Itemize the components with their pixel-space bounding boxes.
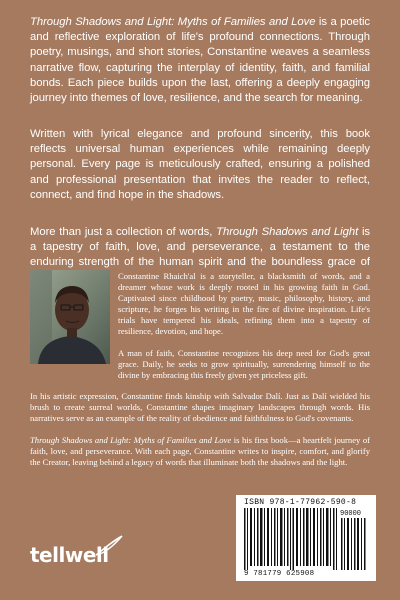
book-title: Through Shadows and Light [216, 226, 359, 238]
publisher-logo [30, 535, 130, 573]
blurb-paragraph-2: Written with lyrical elegance and profound sincerity, this book reflects universal human experiences while remaining deeply personal. Every page is meticulously crafted, ensuring a polished and professional presentation that invites the reader to reflect, connect, and find hope in the shadows. [30, 128, 370, 201]
book-title: Through Shadows and Light: Myths of Families and Love [30, 435, 232, 445]
blurb-text: More than just a collection of words, [30, 226, 217, 238]
blurb-text: is a tapestry of faith, love, and perseverance, a testament to the enduring strength of the human spirit and the boundless grace of [30, 226, 371, 269]
blurb-paragraph-1 [30, 15, 370, 106]
quill-icon [94, 535, 124, 557]
author-bio-paragraph-1: Constantine Rhaich'al is a storyteller, a blacksmith of words, and a dreamer whose work is deeply rooted in his growing faith in God. Captivated since childhood by poetry, music, philosophy, history, and scripture, he forges his writing in the fire of divine inspiration. Life's trials have tempered his ideals, refining them into a tapestry of resilience, devotion, and hope. [118, 271, 370, 336]
author-bio-paragraph-3: In his artistic expression, Constantine finds kinship with Salvador Dalí. Just as Dalí wielded his brush to create surreal worlds, Constantine shapes imaginary landscapes through words. His narratives serve as an example of the reality of obedience and faithfulness to God's covenants. [30, 391, 370, 423]
isbn-number: ISBN 978-1-77962-590-8 [244, 498, 357, 507]
barcode-digits: 9 781779 625908 [244, 570, 315, 578]
barcode-bars [244, 508, 368, 570]
author-bio-paragraph-4 [30, 435, 370, 468]
isbn-barcode [236, 495, 376, 581]
book-title: Through Shadows and Light: Myths of Families and Love [30, 16, 316, 28]
author-bio-paragraph-2: A man of faith, Constantine recognizes his deep need for God's great grace. Daily, he seeks to grow spiritually, surrendering himself to the divine by embracing this freely given yet priceless gift. [118, 348, 370, 380]
author-portrait [30, 270, 110, 364]
price-code: 90000 [340, 510, 362, 518]
bio-text: is his first book—a heartfelt journey of faith, love, and perseverance. With each page, Constantine writes to inspire, comfort, and glorify the Creator, leaving behind a legacy of words that illuminate both the shadows and the light. [30, 435, 370, 467]
author-photo [30, 270, 110, 364]
publisher-name: tellwell [30, 543, 109, 567]
blurb-text: is a poetic and reflective exploration of life's profound connections. Through poetry, musings, and short stories, Constantine weaves a seamless narrative flow, capturing the interplay of identity, faith, and familial bonds. Each piece builds upon the last, offering a deeply engaging journey into themes of love, resilience, and the search for meaning. [30, 16, 371, 105]
